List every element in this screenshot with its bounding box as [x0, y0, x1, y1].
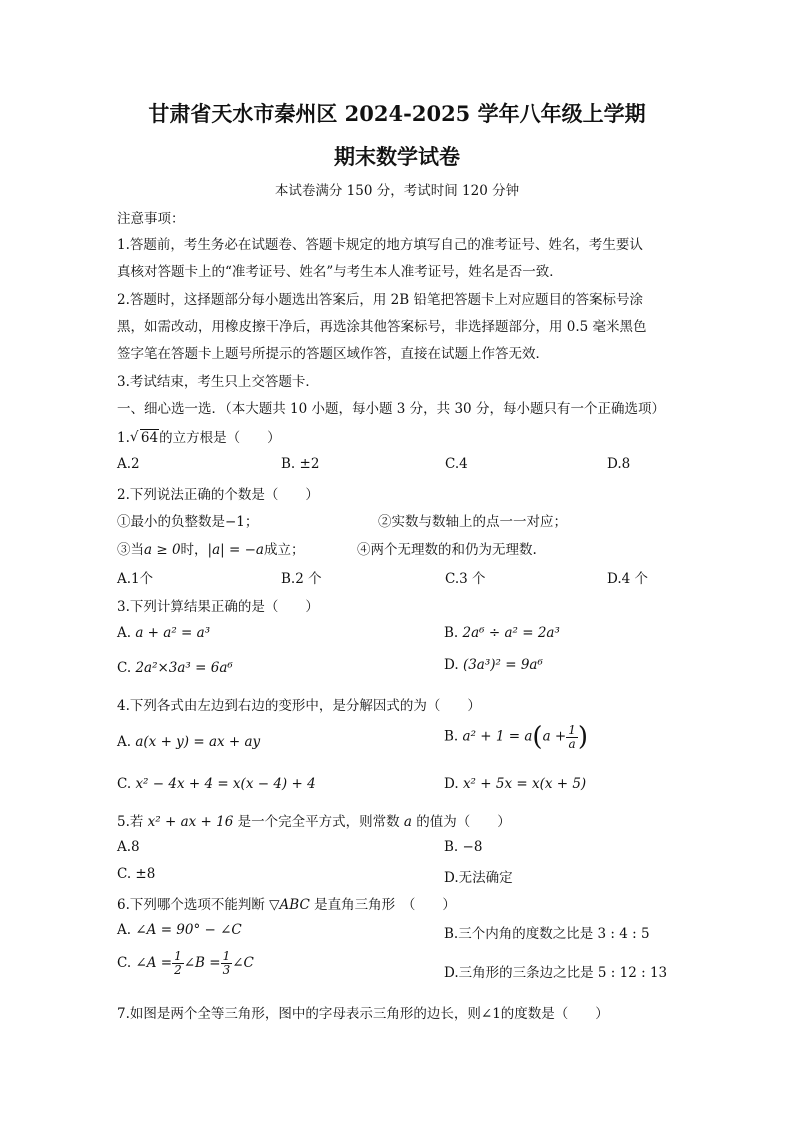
q4-a-label: A. — [117, 734, 136, 750]
q6-c-label: C. — [117, 955, 136, 971]
q1-option-a: A.2 — [117, 456, 140, 472]
q1-option-d: D.8 — [607, 456, 631, 472]
q3-option-c — [117, 660, 233, 676]
q4-option-a — [117, 734, 260, 750]
q6-option-a — [117, 922, 242, 938]
q6-option-c — [117, 950, 254, 977]
q5-option-a: A.8 — [117, 839, 140, 855]
q3-d-expr: (3a³)² = 9a⁶ — [462, 657, 543, 673]
q4-c-expr: x² − 4x + 4 = x(x − 4) + 4 — [135, 776, 316, 792]
q2-statement-1: ①最小的负整数是−1； — [117, 514, 259, 530]
q5-stem — [117, 810, 511, 830]
note-2b: 黑，如需改动，用橡皮擦干净后，再选涂其他答案标号，非选择题部分，用 0.5 毫米黑色 — [117, 319, 647, 335]
q6-prefix: 6.下列哪个选项不能判断 — [117, 897, 270, 913]
q6-c-pre: ∠A = — [135, 955, 173, 971]
q2-s3-math-2: |a| = −a — [207, 542, 264, 558]
q7-stem: 7.如图是两个全等三角形，图中的字母表示三角形的边长，则∠1的度数是（ ） — [117, 1006, 609, 1022]
q6-option-b: B.三个内角的度数之比是 3 : 4 : 5 — [444, 926, 650, 942]
q3-b-label: B. — [444, 625, 463, 641]
q2-s3-text-a: ③当 — [117, 542, 144, 558]
q4-b-denominator: a — [568, 736, 576, 751]
q4-d-label: D. — [444, 776, 463, 792]
q4-option-b — [444, 722, 588, 752]
q4-b-paren-close: ) — [577, 722, 589, 752]
q6-c-num-1: 1 — [174, 949, 182, 963]
q5-option-d: D.无法确定 — [444, 870, 513, 886]
notes-heading: 注意事项： — [117, 211, 185, 227]
q4-b-fraction — [566, 724, 578, 751]
note-1b: 真核对答题卡上的“准考证号、姓名”与考生本人准考证号，姓名是否一致． — [117, 264, 563, 280]
q6-c-mid: ∠B = — [183, 955, 221, 971]
note-2a: 2.答题时，这择题部分每小题选出答案后，用 2B 铅笔把答题卡上对应题目的答案标号涂 — [117, 292, 643, 308]
q1-prefix: 1. — [117, 430, 130, 446]
q5-prefix: 5.若 — [117, 814, 148, 830]
q1-option-b: B. ±2 — [281, 456, 320, 472]
q2-stem: 2.下列说法正确的个数是（ ） — [117, 487, 319, 503]
q6-c-fraction-1 — [172, 950, 184, 977]
q4-option-c — [117, 776, 316, 792]
q6-a-expr: ∠A = 90° − ∠C — [135, 922, 242, 938]
section1-heading: 一、细心选一选．（本大题共 10 小题，每小题 3 分，共 30 分，每小题只有一个正确选项） — [117, 401, 665, 417]
q4-b-label: B. — [444, 728, 463, 745]
q2-s3-text-c: 成立； — [263, 542, 305, 558]
q4-b-expr-left: a² + 1 = a — [462, 728, 533, 745]
q4-stem: 4.下列各式由左边到右边的变形中，是分解因式的为（ ） — [117, 698, 481, 714]
q2-option-b: B.2 个 — [281, 571, 322, 587]
q1-stem — [117, 426, 281, 446]
exam-title-line2: 期末数学试卷 — [334, 144, 460, 169]
note-3: 3.考试结束，考生只上交答题卡． — [117, 374, 319, 390]
q4-c-label: C. — [117, 776, 136, 792]
q6-c-post: ∠C — [232, 955, 254, 971]
note-2c: 签字笔在答题卡上题号所提示的答题区域作答，直接在试题上作答无效． — [117, 346, 549, 362]
q2-statement-3 — [117, 538, 304, 558]
q1-option-c: C.4 — [445, 456, 468, 472]
q3-option-d — [444, 657, 543, 673]
q6-suffix: 是直角三角形 （ ） — [309, 897, 456, 913]
q3-d-label: D. — [444, 657, 463, 673]
q2-option-c: C.3 个 — [445, 571, 486, 587]
q4-option-d — [444, 776, 586, 792]
q6-c-den-2: 3 — [222, 963, 231, 977]
q6-triangle: ▽ABC — [269, 897, 310, 913]
q6-c-den-1: 2 — [174, 963, 182, 977]
q3-b-expr: 2a⁶ ÷ a² = 2a³ — [462, 625, 560, 641]
q2-s3-math-1: a ≥ 0 — [144, 542, 181, 558]
q3-option-a — [117, 625, 210, 641]
q4-b-plus: a + — [542, 728, 567, 745]
q5-var: a — [403, 814, 412, 830]
q4-d-expr: x² + 5x = x(x + 5) — [462, 776, 587, 792]
q6-option-d: D.三角形的三条边之比是 5 : 12 : 13 — [444, 965, 668, 981]
q6-a-label: A. — [117, 922, 136, 938]
exam-subtitle: 本试卷满分 150 分，考试时间 120 分钟 — [274, 183, 520, 199]
q6-stem — [117, 893, 456, 913]
q4-a-expr: a(x + y) = ax + ay — [135, 734, 261, 750]
q3-option-b — [444, 625, 560, 641]
q6-c-num-2: 1 — [222, 949, 231, 963]
q3-c-expr: 2a²×3a³ = 6a⁶ — [135, 660, 233, 676]
q2-option-d: D.4 个 — [607, 571, 649, 587]
q3-stem: 3.下列计算结果正确的是（ ） — [117, 599, 319, 615]
sqrt-sign — [130, 430, 159, 446]
q5-option-c: C. ±8 — [117, 866, 156, 882]
q3-a-expr: a + a² = a³ — [135, 625, 211, 641]
q1-radicand: 64 — [140, 430, 159, 446]
q2-statement-4: ④两个无理数的和仍为无理数. — [357, 542, 537, 558]
q5-mid: 是一个完全平方式，则常数 — [233, 814, 404, 830]
q5-expr: x² + ax + 16 — [147, 814, 234, 830]
q5-suffix: 的值为（ ） — [411, 814, 511, 830]
note-1a: 1.答题前，考生务必在试题卷、答题卡规定的地方填写自己的准考证号、姓名，考生要认 — [117, 237, 643, 253]
q2-option-a: A.1个 — [117, 571, 154, 587]
exam-title-line1: 甘肃省天水市秦州区 2024-2025 学年八年级上学期 — [148, 101, 646, 126]
q4-b-numerator: 1 — [568, 722, 576, 737]
q5-option-b: B. −8 — [444, 839, 483, 855]
q2-s3-text-b: 时， — [180, 542, 208, 558]
q6-c-fraction-2 — [221, 950, 233, 977]
q3-a-label: A. — [117, 625, 136, 641]
q2-statement-2: ②实数与数轴上的点一一对应； — [378, 514, 567, 530]
q1-text: 的立方根是（ ） — [159, 430, 281, 446]
q3-c-label: C. — [117, 660, 136, 676]
q4-b-paren-open: ( — [532, 722, 543, 752]
